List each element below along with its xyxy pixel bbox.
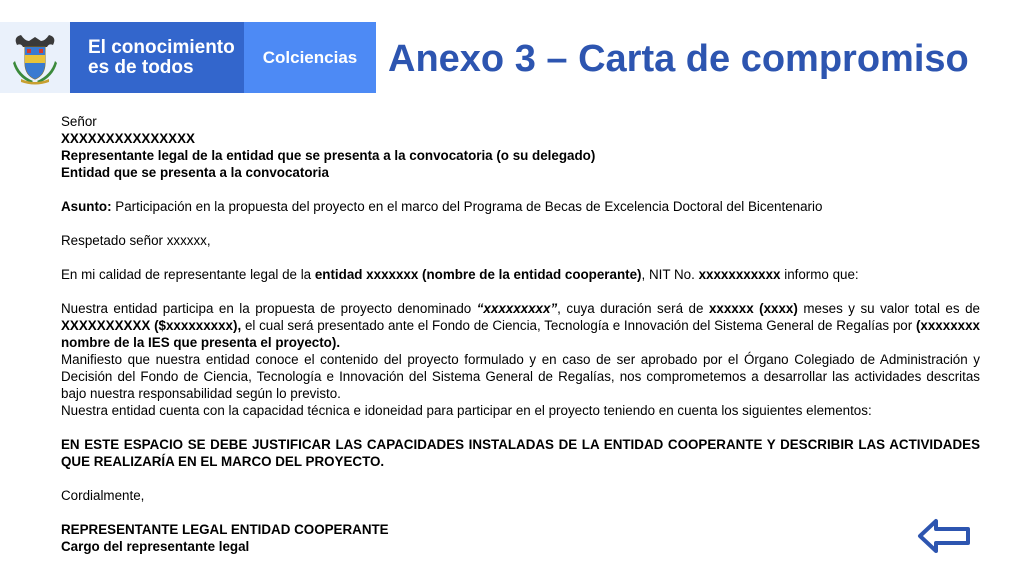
p2-text-e: meses y su valor total es de [797, 301, 980, 316]
p1-text-e: informo que: [780, 267, 859, 282]
p2-project-name: “xxxxxxxxx” [476, 301, 558, 316]
brand-colciencias [244, 22, 376, 93]
slogan-line-2: es de todos [88, 56, 194, 78]
paragraph-2 [61, 300, 980, 351]
slogan-line-1: El conocimiento [88, 36, 235, 58]
salutation-line: Señor [61, 114, 97, 129]
p2-text-c: , cuya duración será de [557, 301, 709, 316]
p2-ies: (xxxxxxxx nombre de la IES que presenta el proyecto). [61, 318, 980, 350]
addressee-name: XXXXXXXXXXXXXXX [61, 131, 195, 146]
back-button[interactable] [916, 516, 972, 556]
letter-body [61, 113, 980, 555]
subject-label: Asunto: [61, 199, 112, 214]
slogan-block [70, 22, 244, 93]
paragraph-5-instructions: EN ESTE ESPACIO SE DEBE JUSTIFICAR LAS CAPACIDADES INSTALADAS DE LA ENTIDAD COOPERANTE Y DESCRIBIR LAS ACTIVIDADES QUE REALIZARÍA EN EL MARCO DEL PROYECTO. [61, 437, 980, 469]
p2-value: XXXXXXXXXX ($xxxxxxxxx), [61, 318, 242, 333]
paragraph-1 [61, 266, 980, 283]
p2-text-a: Nuestra entidad participa en la propuesta de proyecto denominado [61, 301, 477, 316]
subject-text: Participación en la propuesta del proyecto en el marco del Programa de Becas de Excelencia Doctoral del Bicentenario [111, 199, 823, 214]
signature-name: REPRESENTANTE LEGAL ENTIDAD COOPERANTE [61, 522, 389, 537]
crest-container [0, 22, 70, 93]
brand-label: Colciencias [262, 47, 358, 67]
p2-text-g: el cual será presentado ante el Fondo de Ciencia, Tecnología e Innovación del Sistema General de Regalías por [241, 318, 916, 333]
paragraph-3: Manifiesto que nuestra entidad conoce el contenido del proyecto formulado y en caso de ser aprobado por el Órgano Colegiado de Administración y Decisión del Fondo de Ciencia, Tecnología e Innovación del Sistema General de Regalías, nos comprometemos a desarrollar las actividades descritas bajo nuestra responsabilidad según lo previsto. [61, 352, 980, 401]
closing: Cordialmente, [61, 488, 145, 503]
paragraph-4: Nuestra entidad cuenta con la capacidad técnica e idoneidad para participar en el proyecto teniendo en cuenta los siguientes elementos: [61, 403, 872, 418]
colombia-coat-of-arms-icon [11, 31, 59, 85]
p1-nit: xxxxxxxxxxx [698, 267, 781, 282]
subject-line [61, 198, 980, 215]
back-arrow-icon [916, 516, 972, 556]
addressee-role: Representante legal de la entidad que se presenta a la convocatoria (o su delegado) [61, 148, 596, 163]
page-title: Anexo 3 – Carta de compromiso [388, 38, 969, 80]
greeting: Respetado señor xxxxxx, [61, 233, 211, 248]
p2-duration: xxxxxx (xxxx) [708, 301, 798, 316]
p1-text-c: , NIT No. [641, 267, 699, 282]
signature-role: Cargo del representante legal [61, 539, 250, 554]
p1-entity: entidad xxxxxxx (nombre de la entidad cooperante) [314, 267, 642, 282]
addressee-entity: Entidad que se presenta a la convocatoria [61, 165, 329, 180]
p1-text-a: En mi calidad de representante legal de la [61, 267, 315, 282]
header-banner [0, 22, 376, 93]
